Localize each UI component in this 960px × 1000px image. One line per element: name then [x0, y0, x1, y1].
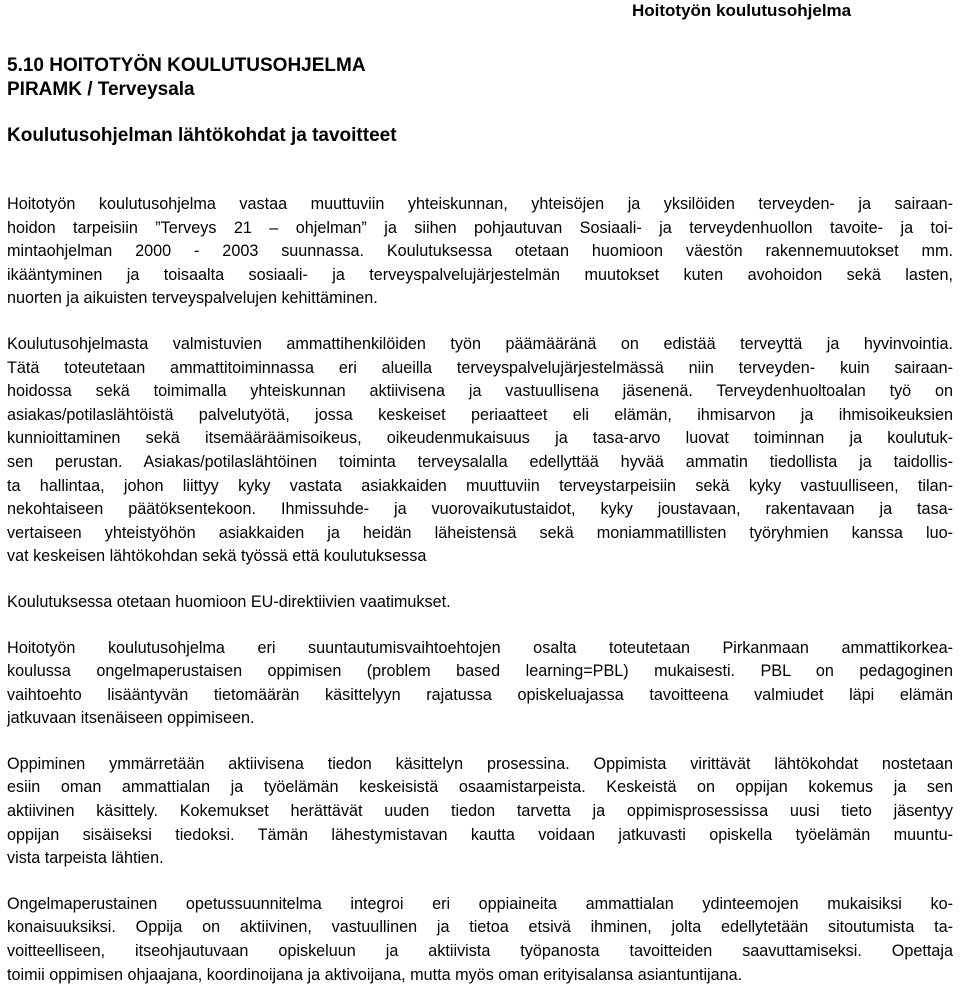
text-line: vista tarpeista lähtien. — [7, 849, 164, 868]
text-line: hoidossa sekä toimimalla yhteiskunnan aktiivisena ja vastuullisena jäsenenä. Terveydenhuoltoalan työ on — [7, 382, 953, 401]
text-line: asiakas/potilaslähtöistä palvelutyötä, jossa keskeiset periaatteet eli elämän, ihmisarvon ja ihmisoikeuksien — [7, 405, 953, 424]
text-line: toimii oppimisen ohjaajana, koordinoijana ja aktivoijana, mutta myös oman erityisalansa asiantuntijana. — [7, 965, 743, 984]
text-line: ikääntyminen ja toisaalta sosiaali- ja terveyspalvelujärjestelmän muutokset kuten avohoidon sekä lasten, — [7, 265, 953, 284]
text-line: Hoitotyön koulutusohjelma eri suuntautumisvaihtoehtojen osalta toteutetaan Pirkanmaan ammattikorkea- — [7, 638, 953, 657]
text-line: koulussa ongelmaperustaisen oppimisen (problem based learning=PBL) mukaisesti. PBL on pedagoginen — [7, 662, 953, 681]
text-line: esiin oman ammattialan ja työelämän keskeisistä osaamistarpeista. Keskeistä on oppijan kokemus ja sen — [7, 778, 953, 797]
text-line: jatkuvaan itsenäiseen oppimiseen. — [7, 709, 255, 728]
text-line: Oppiminen ymmärretään aktiivisena tiedon käsittelyn prosessina. Oppimista virittävät lähtökohdat nostetaan — [7, 754, 953, 773]
paragraph-intro — [7, 193, 953, 311]
text-line: oppijan sisäiseksi tiedoksi. Tämän lähestymistavan kautta voidaan jatkuvasti opiskella työelämän muuntu- — [7, 825, 953, 844]
text-line: vaihtoehto lisääntyvän tietomäärän käsittelyyn rajatussa opiskeluajassa tavoitteena valmiudet läpi elämän — [7, 685, 953, 704]
text-line: vat keskeisen lähtökohdan sekä työssä että koulutuksessa — [7, 547, 427, 566]
text-line: vertaiseen yhteistyöhön asiakkaiden ja heidän läheistensä sekä moniammatillisten työryhmien kanssa luo- — [7, 523, 953, 542]
section-heading: Koulutusohjelman lähtökohdat ja tavoitteet — [7, 125, 397, 146]
paragraph-goals — [7, 333, 953, 569]
text-line: hoidon tarpeisiin ”Terveys 21 – ohjelman” ja siihen pohjautuvan Sosiaali- ja terveydenhuollon tavoite- ja toi- — [7, 218, 953, 237]
text-line: mintaohjelman 2000 - 2003 suunnassa. Koulutuksessa otetaan huomioon väestön rakennemuutokset mm. — [7, 242, 953, 261]
paragraph-curriculum — [7, 893, 953, 987]
text-line: aktiivinen käsittely. Kokemukset herättävät uuden tiedon tarvetta ja oppimisprosessissa uusi tieto jäsentyy — [7, 802, 953, 821]
text-line: sen perustan. Asiakas/potilaslähtöinen toiminta terveysalalla edellyttää hyvää ammatin tiedollista ja taidollis- — [7, 452, 953, 471]
text-line: Koulutuksessa otetaan huomioon EU-direktiivien vaatimukset. — [7, 592, 451, 611]
paragraph-eu-directives — [7, 591, 953, 615]
text-line: nuorten ja aikuisten terveyspalvelujen kehittäminen. — [7, 289, 378, 308]
text-line: Hoitotyön koulutusohjelma vastaa muuttuviin yhteiskunnan, yhteisöjen ja yksilöiden terveyden- ja sairaan- — [7, 195, 953, 213]
chapter-subtitle-line: PIRAMK / Terveysala — [7, 79, 195, 100]
chapter-title — [7, 54, 366, 102]
chapter-title-line: 5.10 HOITOTYÖN KOULUTUSOHJELMA — [7, 55, 366, 76]
paragraph-learning — [7, 753, 953, 871]
text-line: voitteelliseen, itseohjautuvaan opiskeluun ja aktiivista työpanosta tavoitteiden saavuttamiseksi. Opettaja — [7, 942, 953, 961]
paragraph-pbl — [7, 637, 953, 731]
text-line: konaisuuksiksi. Oppija on aktiivinen, vastuullinen ja tietoa etsivä ihminen, jolta edellytetään sitoutumista ta- — [7, 918, 953, 937]
text-line: Tätä toteutetaan ammattitoiminnassa eri alueilla terveyspalvelujärjestelmässä niin terveyden- kuin sairaan- — [7, 358, 953, 377]
text-line: Koulutusohjelmasta valmistuvien ammattihenkilöiden työn päämääränä on edistää terveyttä ja hyvinvointia. — [7, 334, 953, 353]
text-line: kunnioittaminen sekä itsemääräämisoikeus, oikeudenmukaisuus ja tasa-arvo luovat toiminnan ja koulutuk- — [7, 429, 953, 448]
body-text — [7, 193, 953, 987]
text-line: nekohtaiseen päätöksentekoon. Ihmissuhde- ja vuorovaikutustaidot, kyky joustavaan, rakentavaan ja tasa- — [7, 500, 953, 519]
running-header: Hoitotyön koulutusohjelma — [632, 1, 852, 20]
text-line: ta hallintaa, johon liittyy kyky vastata asiakkaiden muuttuviin terveystarpeisiin sekä kyky vastuulliseen, tilan- — [7, 476, 953, 495]
text-line: Ongelmaperustainen opetussuunnitelma integroi eri oppiaineita ammattialan ydinteemojen mukaisiksi ko- — [7, 894, 953, 913]
